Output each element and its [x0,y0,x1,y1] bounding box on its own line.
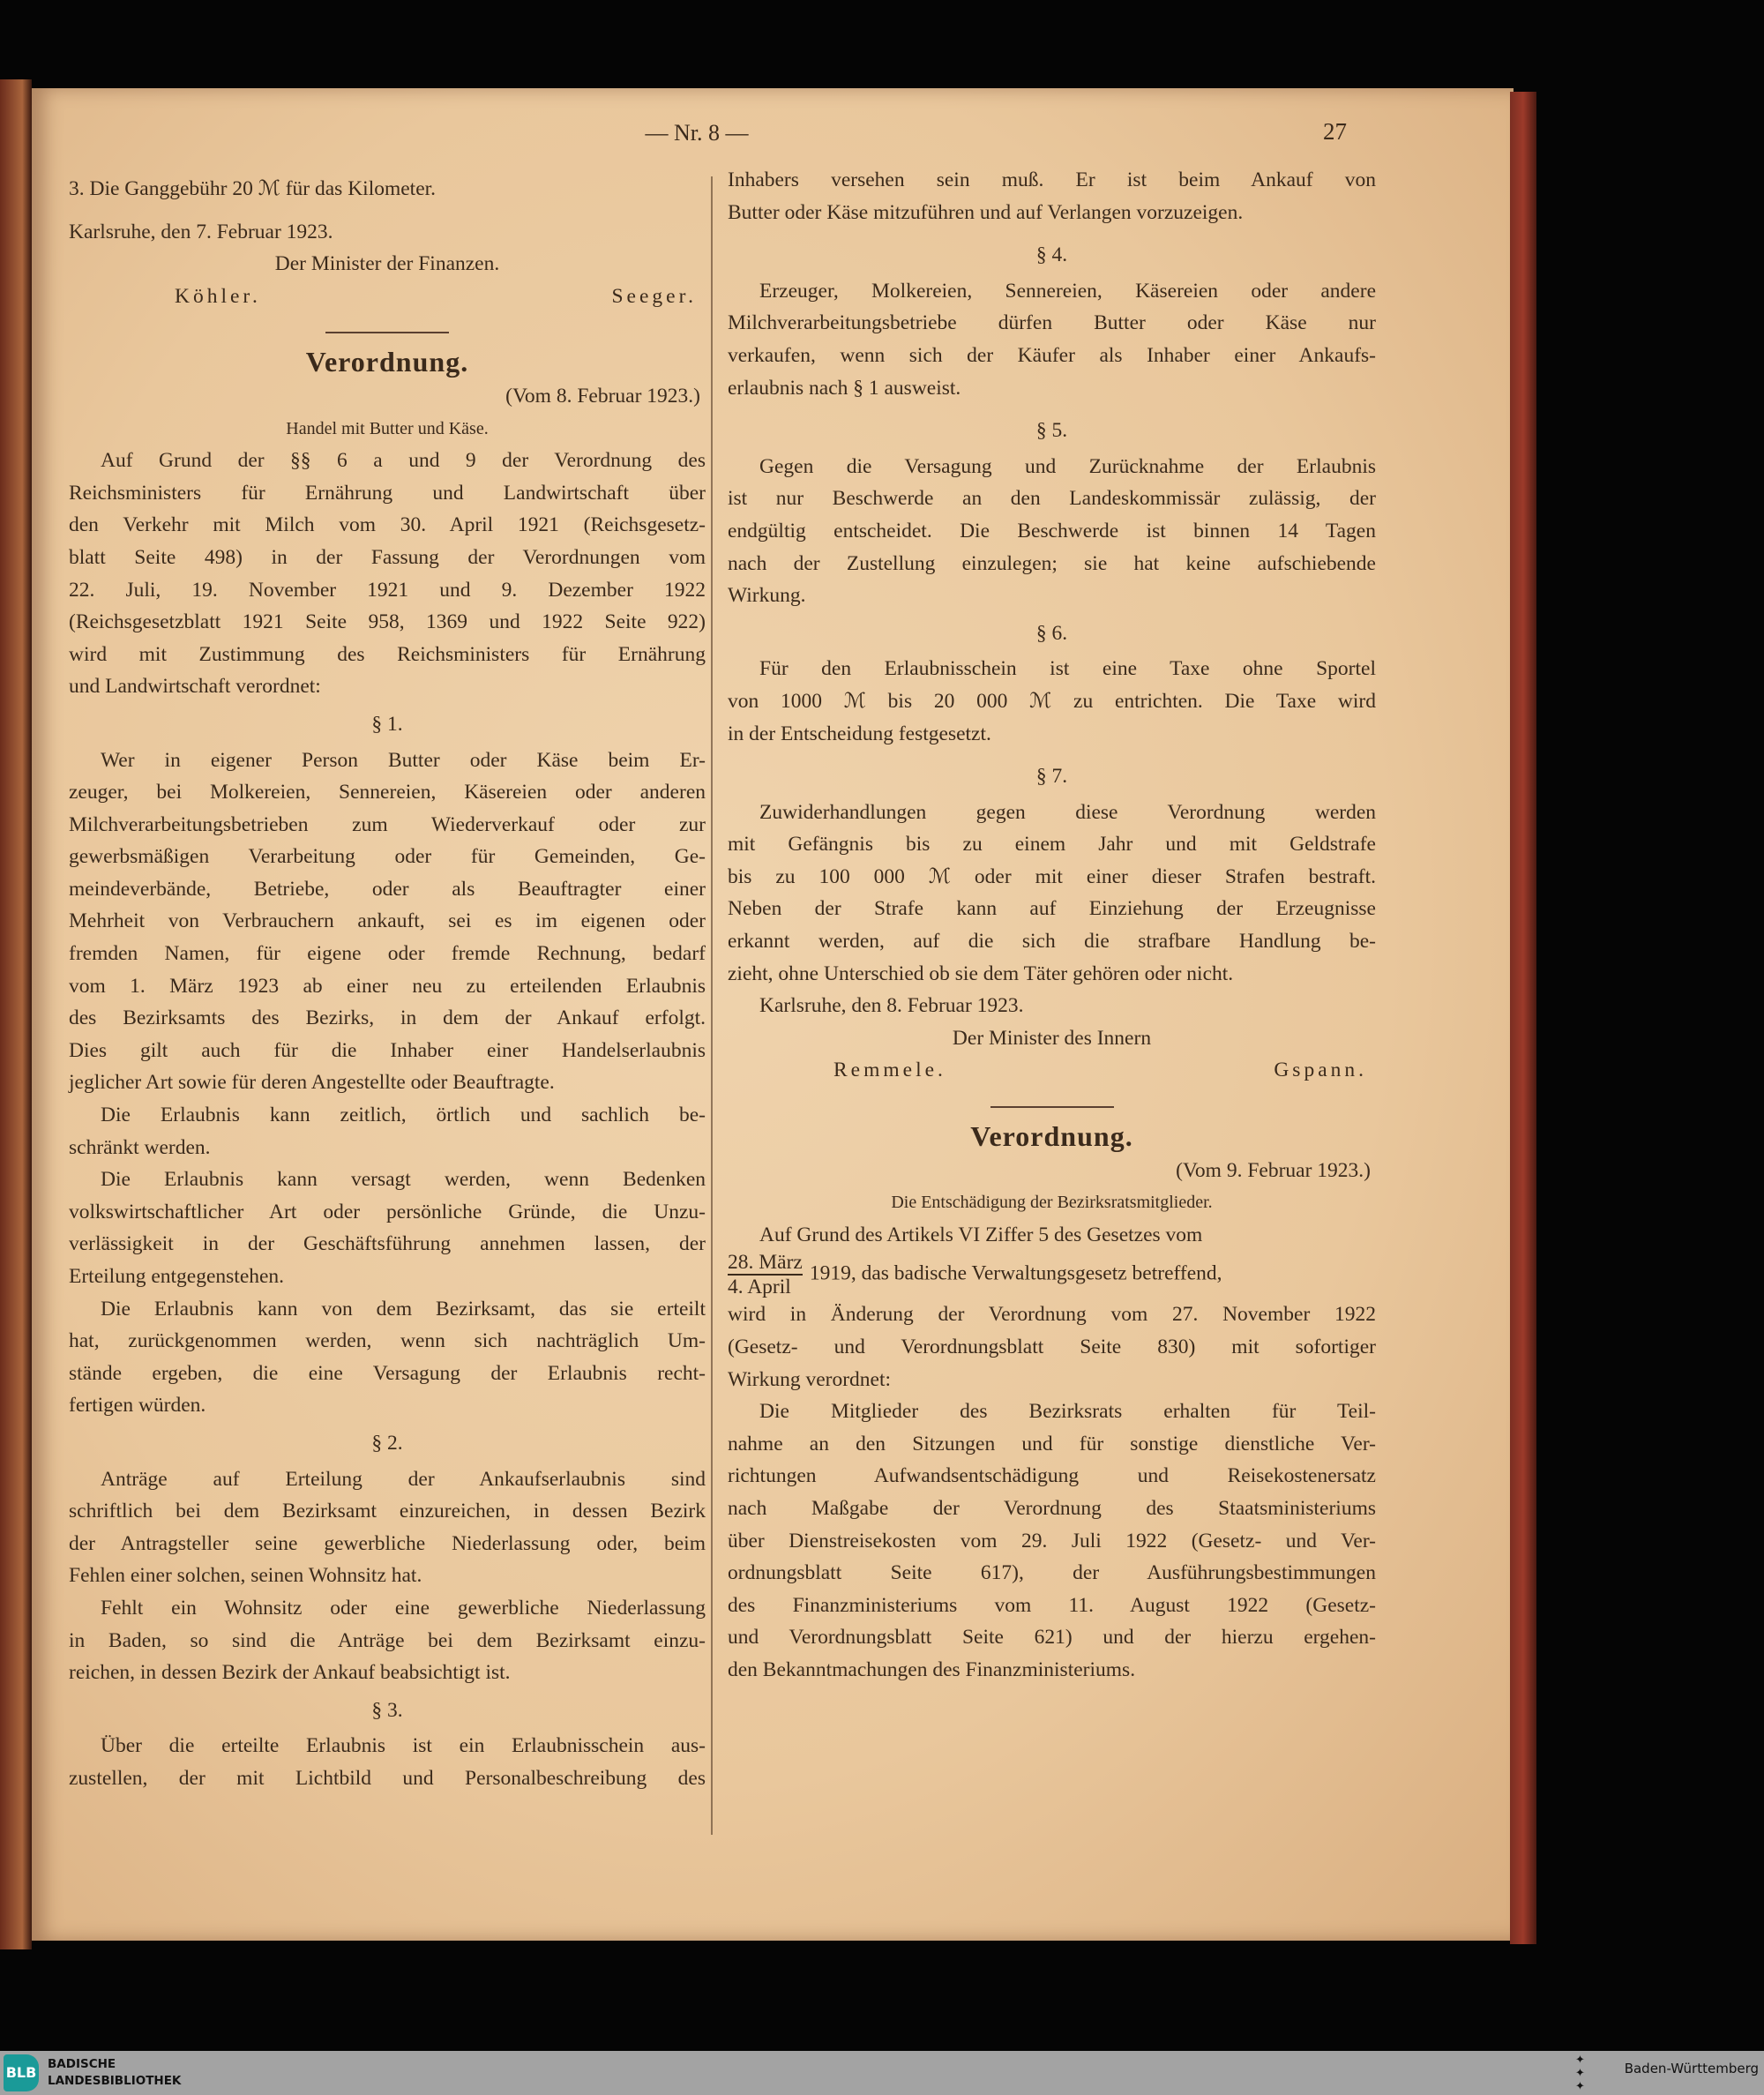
page-number: 27 [1323,118,1347,145]
text-line: schriftlich bei dem Bezirksamt einzureichen, in dessen Bezirk [69,1500,706,1523]
text-line: vom 1. März 1923 ab einer neu zu erteilenden Erlaubnis [69,974,706,998]
section-heading: Verordnung. [970,1120,1133,1153]
text-line: Auf Grund der §§ 6 a und 9 der Verordnung des [101,449,706,473]
text-line: Wirkung verordnet: [728,1367,892,1391]
paragraph-number: § 6. [1035,621,1068,645]
paragraph [728,164,1376,228]
text-line: Über die erteilte Erlaubnis ist ein Erlaubnisschein aus- [101,1734,706,1758]
paragraph [728,797,1376,991]
text-line: fremden Namen, für eigene oder fremde Rechnung, bedarf [69,942,706,966]
text-line: schränkt werden. [69,1135,211,1159]
text-line: bis zu 100 000 ℳ oder mit einer dieser Strafen bestraft. [728,864,1376,888]
state-coat-of-arms-icon: ✦ ✦ ✦ [1575,2053,1585,2092]
text-line: nach Maßgabe der Verordnung des Staatsministeriums [728,1496,1376,1520]
text-line-rest: 1919, das badische Verwaltungsgesetz betreffend, [809,1261,1222,1285]
text-line: Der Minister des Innern [952,1026,1152,1050]
text-line: Die Erlaubnis kann zeitlich, örtlich und sachlich be- [101,1104,706,1127]
text-line: zeuger, bei Molkereien, Sennereien, Käsereien oder anderen [69,781,706,804]
book-binding-edge [1510,92,1536,1944]
text-line: Dies gilt auch für die Inhaber einer Handelserlaubnis [69,1038,706,1062]
paragraph [69,1730,706,1794]
subtitle: Handel mit Butter und Käse. [286,418,489,438]
paragraph-number: § 3. [371,1698,403,1722]
text-line: ist nur Beschwerde an den Landeskommissär zulässig, der [728,487,1376,511]
text-line: Die Erlaubnis kann versagt werden, wenn Bedenken [101,1168,706,1192]
text-line: in der Entscheidung festgesetzt. [728,722,991,745]
text-line: fertigen würden. [69,1394,206,1418]
text-line: blatt Seite 498) in der Fassung der Verordnungen vom [69,545,706,569]
text-line: mit Gefängnis bis zu einem Jahr und mit Geldstrafe [728,833,1376,857]
separator-rule [990,1106,1114,1108]
text-line: (Gesetz- und Verordnungsblatt Seite 830) mit sofortiger [728,1336,1376,1358]
paragraph [728,451,1376,612]
text-line: Anträge auf Erteilung der Ankaufserlaubnis sind [101,1467,706,1491]
text-line: Mehrheit von Verbrauchern ankauft, sei es im eigenen oder [69,909,706,933]
paragraph [728,275,1376,404]
text-line: in Baden, so sind die Anträge bei dem Bezirksamt einzu- [69,1628,706,1652]
text-line: reichen, in dessen Bezirk der Ankauf beabsichtigt ist. [69,1661,511,1685]
paragraph [69,1099,706,1163]
text-line: Karlsruhe, den 8. Februar 1923. [759,994,1024,1018]
text-line: Reichsministers für Ernährung und Landwirtschaft über [69,481,706,505]
right-column [728,164,1376,1687]
section-heading: Verordnung. [305,346,469,378]
text-line: erkannt werden, auf die sich die strafbare Handlung be- [728,930,1376,954]
text-line: Wer in eigener Person Butter oder Käse beim Er- [101,748,706,772]
text-line: den Verkehr mit Milch vom 30. April 1921 (Reichsgesetz- [69,513,706,537]
separator-rule [325,332,449,333]
text-line: über Dienstreisekosten vom 29. Juli 1922 (Gesetz- und Ver- [728,1529,1376,1553]
paragraph [69,1592,706,1689]
text-line: Erzeuger, Molkereien, Sennereien, Käsereien oder andere [759,279,1376,303]
text-line: ordnungsblatt Seite 617), der Ausführungsbestimmungen [728,1561,1376,1585]
blb-logo[interactable]: BLB [4,2054,39,2091]
text-line: Milchverarbeitungsbetriebe dürfen Butter oder Käse nur [728,311,1376,335]
signatory: Gspann. [1274,1059,1367,1082]
text-line: zustellen, der mit Lichtbild und Personalbeschreibung des [69,1766,706,1790]
paragraph [69,744,706,1100]
text-line [728,1251,1376,1298]
text-line: verkaufen, wenn sich der Käufer als Inhaber einer Ankaufs- [728,343,1376,367]
paragraph [728,1395,1376,1686]
text-line: Wirkung. [728,584,806,608]
text-line: Neben der Strafe kann auf Einziehung der Erzeugnisse [728,897,1376,921]
paragraph [728,1219,1376,1252]
paragraph [69,1293,706,1422]
text-line: den Bekanntmachungen des Finanzministeriums. [728,1657,1136,1681]
signature-line [728,1054,1376,1087]
text-line: richtungen Aufwandsentschädigung und Reisekostenersatz [728,1464,1376,1488]
date-line: (Vom 9. Februar 1923.) [1176,1158,1371,1182]
footer-bar [0,2051,1764,2095]
text-line: gewerbsmäßigen Verarbeitung oder für Gemeinden, Ge- [69,845,706,869]
date-fraction [728,1251,803,1298]
text-line: (Reichsgesetzblatt 1921 Seite 958, 1369 und 1922 Seite 922) [69,610,706,634]
text-line: und Verordnungsblatt Seite 621) und der hierzu ergehen- [728,1626,1376,1650]
paragraph-number: § 1. [371,712,403,736]
paragraph [728,990,1376,1022]
column-divider [711,176,713,1835]
text-line: Fehlen einer solchen, seinen Wohnsitz hat. [69,1564,422,1588]
text-line: endgültig entscheidet. Die Beschwerde ist binnen 14 Tagen [728,519,1376,542]
text-line: Auf Grund des Artikels VI Ziffer 5 des Gesetzes vom [759,1223,1203,1246]
paragraph [728,653,1376,750]
library-name-line2: LANDESBIBLIOTHEK [48,2074,182,2088]
signature-line [69,281,706,313]
paragraph [69,1163,706,1292]
text-line: Die Erlaubnis kann von dem Bezirksamt, das sie erteilt [101,1297,706,1321]
paragraph [728,1298,1376,1395]
signatory: Remmele. [833,1059,946,1082]
issue-number: — Nr. 8 — [645,120,749,146]
text-line: Inhabers versehen sein muß. Er ist beim Ankauf von [728,168,1376,191]
text-line: stände ergeben, die eine Versagung der Erlaubnis recht- [69,1361,706,1385]
text-line: 3. Die Ganggebühr 20 ℳ für das Kilometer. [69,177,437,200]
text-line: wird mit Zustimmung des Reichsministers für Ernährung [69,642,706,666]
paragraph-number: § 5. [1035,419,1068,443]
text-line: zieht, ohne Unterschied ob sie dem Täter gehören oder nicht. [728,961,1234,985]
text-line: Milchverarbeitungsbetrieben zum Wiederverkauf oder zur [69,812,706,836]
paragraph-number: § 2. [371,1431,403,1455]
text-line: meindeverbände, Betriebe, oder als Beauftragter einer [69,877,706,901]
paragraph [69,1463,706,1592]
text-line: des Bezirksamts des Bezirks, in dem der Ankauf erfolgt. [69,1006,706,1030]
library-name-line1: BADISCHE [48,2057,116,2071]
text-line: nahme an den Sitzungen und für sonstige dienstliche Ver- [728,1432,1376,1455]
text-line: 22. Juli, 19. November 1921 und 9. Dezember 1922 [69,578,706,602]
paragraph-number: § 4. [1035,243,1068,267]
left-column [69,173,706,1795]
text-line: erlaubnis nach § 1 ausweist. [728,376,961,400]
text-line: Fehlt ein Wohnsitz oder eine gewerbliche Niederlassung [101,1596,706,1620]
text-line: Der Minister der Finanzen. [274,252,500,276]
text-line: Für den Erlaubnisschein ist eine Taxe ohne Sportel [759,657,1376,681]
paragraph [69,445,706,703]
library-name [48,2056,181,2090]
text-line: Erteilung entgegenstehen. [69,1265,285,1288]
text-line: wird in Änderung der Verordnung vom 27. November 1922 [728,1303,1376,1327]
text-line: Butter oder Käse mitzuführen und auf Verlangen vorzuzeigen. [728,200,1244,224]
adjacent-page-edge [0,79,32,1949]
fraction-denominator: 4. April [728,1276,791,1299]
state-logo-text[interactable]: Baden-Württemberg [1624,2061,1759,2076]
text-line: Gegen die Versagung und Zurücknahme der Erlaubnis [759,454,1376,478]
signatory: Seeger. [611,284,697,308]
fraction-numerator: 28. März [728,1251,803,1275]
text-line: Karlsruhe, den 7. Februar 1923. [69,220,333,243]
subtitle: Die Entschädigung der Bezirksratsmitglieder. [891,1193,1213,1213]
text-line: der Antragsteller seine gewerbliche Niederlassung oder, beim [69,1531,706,1555]
text-line: Die Mitglieder des Bezirksrats erhalten für Teil- [759,1400,1376,1424]
text-line: Zuwiderhandlungen gegen diese Verordnung werden [759,800,1376,824]
date-line: (Vom 8. Februar 1923.) [505,384,700,408]
text-line: von 1000 ℳ bis 20 000 ℳ zu entrichten. Die Taxe wird [728,689,1376,713]
text-line: des Finanzministeriums vom 11. August 1922 (Gesetz- [728,1593,1376,1617]
text-line: jeglicher Art sowie für deren Angestellte oder Beauftragte. [69,1071,555,1095]
text-line: und Landwirtschaft verordnet: [69,675,321,699]
signatory: Köhler. [175,284,261,308]
paragraph-number: § 7. [1035,765,1068,789]
text-line: nach der Zustellung einzulegen; sie hat keine aufschiebende [728,551,1376,575]
text-line: verlässigkeit in der Geschäftsführung annehmen lassen, der [69,1232,706,1256]
text-line: hat, zurückgenommen werden, wenn sich nachträglich Um- [69,1329,706,1353]
text-line: volkswirtschaftlicher Art oder persönliche Gründe, die Unzu- [69,1200,706,1223]
